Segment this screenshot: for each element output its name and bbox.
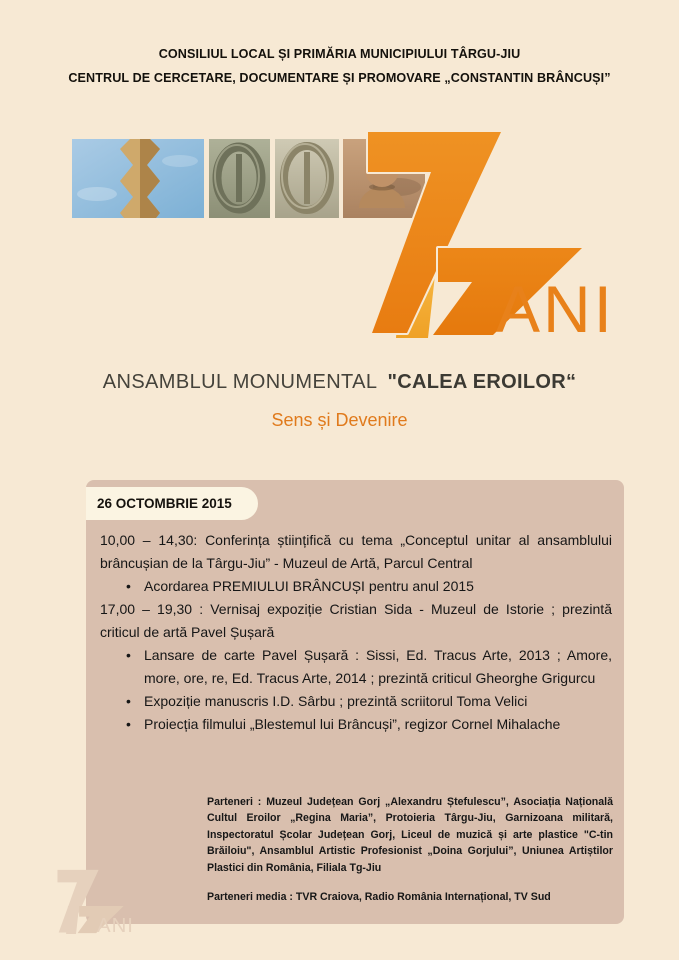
event-panel (86, 480, 624, 924)
bullet-icon: • (126, 578, 131, 594)
schedule-item-film: • Proiecția filmului „Blestemul lui Brâncuși”, regizor Cornel Mihalache (100, 713, 612, 736)
institution-header (0, 42, 679, 90)
poster-title (0, 371, 679, 394)
schedule-item-award: • Acordarea PREMIULUI BRÂNCUȘI pentru anul 2015 (100, 575, 612, 598)
header-line-2: CENTRUL DE CERCETARE, DOCUMENTARE ȘI PROMOVARE „CONSTANTIN BRÂNCUȘI” (68, 71, 611, 85)
schedule-item-manuscript-expo: • Expoziție manuscris I.D. Sârbu ; prezintă scriitorul Toma Velici (100, 690, 612, 713)
photo-endless-column (72, 139, 204, 218)
event-date: 26 OCTOMBRIE 2015 (97, 496, 232, 511)
schedule-item-book-launch: • Lansare de carte Pavel Șușară : Sissi, Ed. Tracus Arte, 2013 ; Amore, more, ore, re, Ed. Tracus Arte, 2014 ; prezintă criticul Gheorghe Grigurcu (100, 644, 612, 690)
bullet-icon: • (126, 647, 131, 663)
poster-subtitle: Sens și Devenire (271, 410, 408, 430)
anniversary-77-watermark (55, 868, 136, 934)
bullet-icon: • (126, 716, 131, 732)
photo-gate-of-the-kiss-motif-1 (209, 139, 270, 218)
anniversary-77-logo (360, 126, 622, 338)
poster-title-highlight: "CALEA EROILOR“ (387, 371, 577, 393)
schedule-item-vernissage: 17,00 – 19,30 : Vernisaj expoziție Cristian Sida - Muzeul de Istorie ; prezintă criticul de artă Pavel Șușară (100, 601, 612, 640)
logo-ani-label: ANI (496, 272, 616, 338)
bullet-icon: • (126, 693, 131, 709)
watermark-ani-label: ANI (97, 914, 134, 934)
schedule-list (100, 529, 612, 736)
poster-title-main: ANSAMBLUL MONUMENTAL (102, 371, 378, 393)
photo-gate-of-the-kiss-motif-2 (275, 139, 339, 218)
header-line-1: CONSILIUL LOCAL ȘI PRIMĂRIA MUNICIPIULUI TÂRGU-JIU (158, 47, 521, 61)
date-pill (86, 487, 258, 520)
partners-text: Parteneri : Muzeul Județean Gorj „Alexandru Ștefulescu”, Asociația Națională Cultul Eroilor „Regina Maria”, Protoieria Târgu-Jiu, Garnizoana militară, Inspectoratul Școlar Județean Gorj, Liceul de muzică și arte plastice "C-tin Brăiloiu", Ansamblul Artistic Profesionist „Doina Gorjului”, Uniunea Artiștilor Plastici din România, Filiala Tg-Jiu (207, 796, 613, 874)
media-partners-text: Parteneri media : TVR Craiova, Radio România Internațional, TV Sud (207, 891, 551, 903)
schedule-item-conference: 10,00 – 14,30: Conferința științifică cu tema „Conceptul unitar al ansamblului brâncușian de la Târgu-Jiu” - Muzeul de Artă, Parcul Central (100, 532, 612, 571)
